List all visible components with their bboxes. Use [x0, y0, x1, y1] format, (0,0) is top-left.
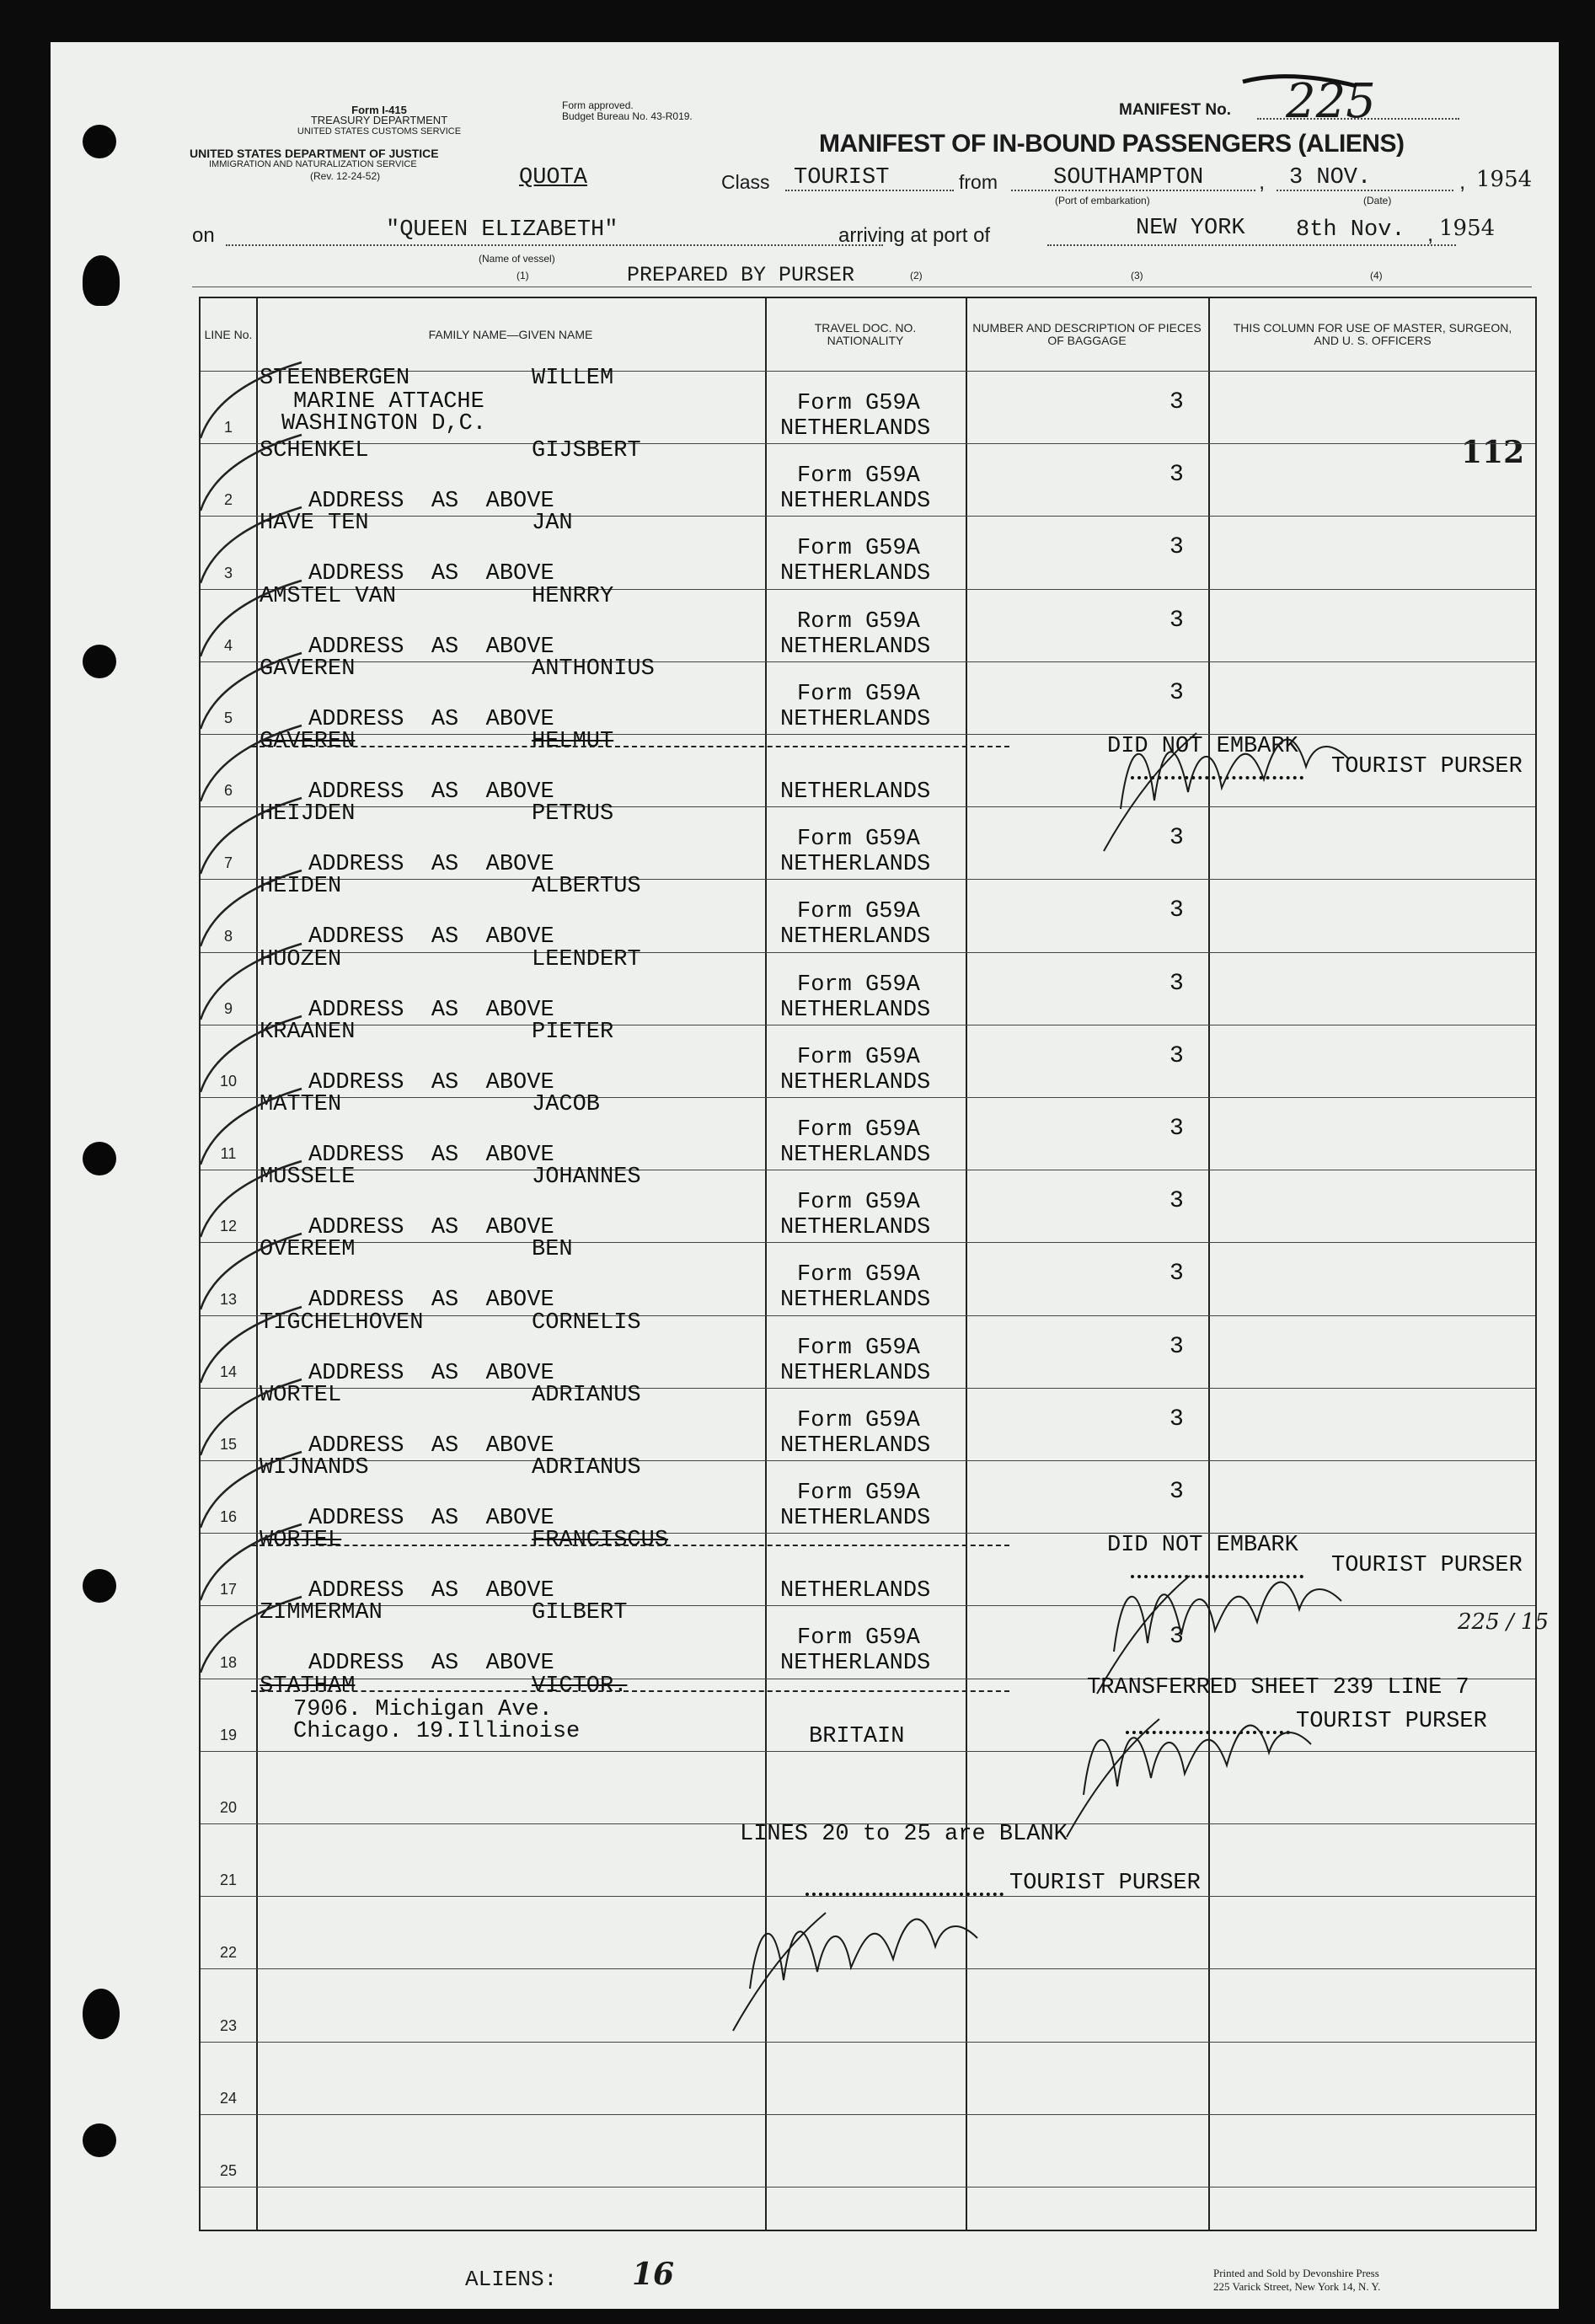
class-label: Class: [721, 171, 770, 193]
baggage-count: 3: [1169, 1333, 1184, 1360]
family-name: HUOZEN: [260, 946, 342, 972]
travel-doc: Form G59A: [797, 827, 920, 853]
line-number: 19: [219, 1726, 238, 1743]
line-number: 10: [219, 1072, 238, 1090]
address-line: ADDRESS AS ABOVE: [308, 1651, 554, 1677]
binder-hole: [83, 255, 120, 306]
line-number: 4: [223, 636, 233, 654]
nationality: NETHERLANDS: [780, 561, 931, 587]
class-line: [785, 190, 954, 191]
family-name: KRAANEN: [260, 1019, 356, 1045]
travel-doc: Form G59A: [797, 391, 920, 416]
line-number: 25: [219, 2161, 238, 2179]
address-line: ADDRESS AS ABOVE: [308, 489, 554, 515]
binder-hole: [83, 1989, 120, 2039]
family-name: HEIDEN: [260, 874, 342, 900]
purser-note: TOURIST PURSER: [1331, 754, 1523, 779]
address-line: ADDRESS AS ABOVE: [308, 634, 554, 660]
table-row: [201, 874, 1535, 952]
travel-doc: Form G59A: [797, 1262, 920, 1288]
nationality: NETHERLANDS: [780, 1069, 931, 1095]
nationality: BRITAIN: [809, 1723, 905, 1749]
baggage-count: 3: [1169, 897, 1184, 924]
line-number: 9: [223, 999, 233, 1017]
purser-signature: [1089, 1550, 1375, 1702]
address-line: ADDRESS AS ABOVE: [308, 1360, 554, 1386]
address-line: ADDRESS AS ABOVE: [308, 779, 554, 805]
ins-service: IMMIGRATION AND NATURALIZATION SERVICE: [209, 159, 417, 169]
manifest-number-slash: [1239, 61, 1365, 94]
manifest-title: MANIFEST OF IN-BOUND PASSENGERS (ALIENS): [819, 130, 1405, 158]
nationality: NETHERLANDS: [780, 1288, 931, 1314]
address-line: MARINE ATTACHE: [293, 389, 484, 415]
arrival-line: [1047, 244, 1456, 246]
date-caption: (Date): [1363, 195, 1392, 206]
line-number: 21: [219, 1872, 238, 1889]
nationality: NETHERLANDS: [780, 416, 931, 442]
customs-service: UNITED STATES CUSTOMS SERVICE: [297, 126, 462, 137]
nationality: NETHERLANDS: [780, 1143, 931, 1168]
col-num-2: (2): [910, 270, 923, 281]
address-line: ADDRESS AS ABOVE: [308, 561, 554, 587]
given-name: CORNELIS: [532, 1309, 641, 1336]
strike-line: [251, 746, 1009, 747]
table-row: [201, 583, 1535, 662]
aliens-count: 16: [632, 2257, 675, 2292]
family-name: WORTEL: [260, 1382, 342, 1408]
given-name: ANTHONIUS: [532, 656, 655, 682]
line-number: 22: [219, 1944, 238, 1962]
given-name: ADRIANUS: [532, 1382, 641, 1408]
baggage-count: 3: [1169, 1116, 1184, 1142]
side-number: 112: [1461, 435, 1525, 470]
travel-doc: Form G59A: [797, 536, 920, 562]
prepared-by: PREPARED BY PURSER: [627, 263, 855, 287]
embark-note: DID NOT EMBARK: [1107, 1533, 1298, 1559]
family-name: MATTEN: [260, 1092, 342, 1117]
embarkation-year: 1954: [1476, 167, 1533, 192]
line-number: 1: [223, 419, 233, 436]
travel-doc: Form G59A: [797, 899, 920, 925]
address-line: ADDRESS AS ABOVE: [308, 1578, 554, 1604]
address-line: ADDRESS AS ABOVE: [308, 706, 554, 732]
line-number: 6: [223, 782, 233, 800]
given-name: PIETER: [532, 1019, 614, 1045]
line-number: 24: [219, 2089, 238, 2107]
purser-signature: [1058, 1694, 1345, 1845]
comma: ,: [1459, 169, 1466, 194]
baggage-count: 3: [1169, 389, 1184, 415]
travel-doc: Form G59A: [797, 1481, 920, 1506]
nationality: NETHERLANDS: [780, 1651, 931, 1677]
travel-doc: Rorm G59A: [797, 608, 920, 635]
table-row: [201, 1382, 1535, 1461]
given-name: JAN: [532, 511, 573, 537]
given-name: GILBERT: [532, 1600, 628, 1626]
budget-bureau: Budget Bureau No. 43-R019.: [562, 110, 693, 122]
line-number: 14: [219, 1363, 238, 1380]
nationality: NETHERLANDS: [780, 1578, 931, 1604]
justice-dept: UNITED STATES DEPARTMENT OF JUSTICE: [190, 147, 439, 160]
treasury-dept: TREASURY DEPARTMENT: [310, 114, 448, 126]
strike-line: [251, 1545, 1009, 1546]
travel-doc: Form G59A: [797, 463, 920, 490]
family-name: GAVEREN: [260, 656, 356, 682]
date-line: [1277, 190, 1453, 191]
address-line: ADDRESS AS ABOVE: [308, 1288, 554, 1314]
address-line: ADDRESS AS ABOVE: [308, 1506, 554, 1531]
binder-hole: [83, 645, 116, 678]
nationality: NETHERLANDS: [780, 997, 931, 1023]
col-header-name: FAMILY NAME—GIVEN NAME: [428, 327, 593, 341]
blank-lines-note: LINES 20 to 25 are BLANK: [740, 1822, 1068, 1847]
given-name: LEENDERT: [532, 946, 641, 972]
table-row: [201, 1237, 1535, 1315]
nationality: NETHERLANDS: [780, 706, 931, 732]
family-name: AMSTEL VAN: [260, 583, 397, 609]
nationality: NETHERLANDS: [780, 1506, 931, 1531]
line-number: 16: [219, 1508, 238, 1526]
port-line: [1011, 190, 1255, 191]
address-line: ADDRESS AS ABOVE: [308, 1215, 554, 1241]
printer-line-1: Printed and Sold by Devonshire Press: [1213, 2267, 1379, 2279]
given-name: GIJSBERT: [532, 438, 641, 464]
arrival-date: 8th Nov.: [1296, 217, 1405, 243]
table-row: [201, 946, 1535, 1025]
address-line: Chicago. 19.Illinoise: [293, 1718, 581, 1744]
address-line: ADDRESS AS ABOVE: [308, 1432, 554, 1459]
family-name: STEENBERGEN: [260, 366, 410, 391]
family-name: WORTEL: [260, 1528, 342, 1554]
baggage-count: 3: [1169, 462, 1184, 489]
baggage-count: 3: [1169, 1188, 1184, 1215]
table-row: [201, 366, 1535, 444]
family-name: HAVE TEN: [260, 511, 369, 537]
col-num-4: (4): [1370, 270, 1383, 281]
line-number: 20: [219, 1798, 238, 1816]
nationality: NETHERLANDS: [780, 852, 931, 878]
class-value: TOURIST: [794, 165, 890, 190]
given-name: PETRUS: [532, 801, 614, 827]
given-name: BEN: [532, 1237, 573, 1263]
table-row: [201, 438, 1535, 517]
table-row: [201, 1092, 1535, 1170]
table-row: [201, 1455, 1535, 1534]
table-row: [201, 1309, 1535, 1389]
address-line: WASHINGTON D,C.: [281, 411, 487, 436]
from-label: from: [959, 171, 998, 193]
col-header-officers: THIS COLUMN FOR USE OF MASTER, SURGEON, AND U. S. OFFICERS: [1233, 321, 1512, 347]
baggage-count: 3: [1169, 1624, 1184, 1651]
vessel-caption: (Name of vessel): [479, 253, 555, 265]
header-row-rule: [201, 298, 1535, 372]
baggage-count: 3: [1169, 1261, 1184, 1288]
comma: ,: [1259, 169, 1266, 194]
line-number: 2: [223, 491, 233, 509]
purser-note: TOURIST PURSER: [1331, 1553, 1523, 1579]
travel-doc: Form G59A: [797, 1335, 920, 1361]
family-name: ZIMMERMAN: [260, 1600, 383, 1626]
family-name: OVEREEM: [260, 1237, 356, 1263]
form-number: Form I-415: [351, 104, 407, 116]
given-name: JOHANNES: [532, 1165, 641, 1191]
family-name: TIGCHELHOVEN: [260, 1309, 424, 1336]
address-line: ADDRESS AS ABOVE: [308, 1143, 554, 1168]
purser-note: TOURIST PURSER: [1296, 1708, 1487, 1734]
col-header-line: LINE No.: [204, 327, 253, 341]
col-num-1: (1): [517, 270, 529, 281]
line-number: 3: [223, 564, 233, 581]
port-caption: (Port of embarkation): [1055, 195, 1150, 206]
embarkation-port: SOUTHAMPTON: [1053, 165, 1204, 190]
line-number: 12: [219, 1218, 238, 1235]
binder-hole: [83, 1569, 116, 1603]
aliens-label: ALIENS:: [465, 2267, 558, 2292]
arrival-year: 1954: [1439, 216, 1496, 241]
embarkation-date: 3 NOV.: [1289, 165, 1372, 190]
binder-hole: [83, 1142, 116, 1175]
given-name: WILLEM: [532, 366, 614, 391]
arriving-label: arriving at port of: [838, 224, 991, 247]
table-row: [201, 1165, 1535, 1243]
baggage-count: 3: [1169, 970, 1184, 997]
given-name: ALBERTUS: [532, 874, 641, 900]
address-line: ADDRESS AS ABOVE: [308, 1069, 554, 1095]
travel-doc: Form G59A: [797, 972, 920, 998]
line-number: 7: [223, 854, 233, 872]
travel-doc: Form G59A: [797, 1190, 920, 1216]
table-row: [201, 1019, 1535, 1098]
nationality: NETHERLANDS: [780, 489, 931, 515]
on-label: on: [192, 224, 215, 247]
col-num-3: (3): [1131, 270, 1143, 281]
given-name: JACOB: [532, 1092, 601, 1117]
given-name: VICTOR.: [532, 1673, 628, 1699]
line-number: 5: [223, 709, 233, 726]
col-header-baggage: NUMBER AND DESCRIPTION OF PIECES OF BAGGAGE: [972, 321, 1202, 347]
quota-stamp: QUOTA: [519, 165, 588, 190]
baggage-count: 3: [1169, 1406, 1184, 1432]
embark-note: TRANSFERRED SHEET 239 LINE 7: [1087, 1674, 1469, 1700]
purser-signature: [1095, 708, 1382, 859]
family-name: HEIJDEN: [260, 801, 356, 827]
line-number: 18: [219, 1653, 238, 1671]
address-line: ADDRESS AS ABOVE: [308, 997, 554, 1023]
line-number: 23: [219, 2016, 238, 2034]
margin-annotation: 225 / 15: [1458, 1609, 1549, 1635]
nationality: NETHERLANDS: [780, 634, 931, 660]
travel-doc: Form G59A: [797, 1044, 920, 1070]
address-line: ADDRESS AS ABOVE: [308, 924, 554, 950]
address-line: 7906. Michigan Ave.: [293, 1696, 553, 1722]
line-number: 8: [223, 927, 233, 945]
embark-note: DID NOT EMBARK: [1107, 734, 1298, 759]
family-name: WIJNANDS: [260, 1455, 369, 1481]
baggage-count: 3: [1169, 1479, 1184, 1505]
vessel-name: "QUEEN ELIZABETH": [386, 217, 618, 243]
travel-doc: Form G59A: [797, 1625, 920, 1652]
baggage-count: 3: [1169, 534, 1184, 561]
family-name: SCHENKEL: [260, 438, 369, 464]
given-name: HELMUT: [532, 729, 614, 754]
address-line: ADDRESS AS ABOVE: [308, 852, 554, 878]
arrival-port: NEW YORK: [1136, 216, 1245, 241]
given-name: HENRRY: [532, 583, 614, 609]
manifest-number: 225: [1286, 74, 1376, 129]
form-approved: Form approved.: [562, 99, 634, 111]
baggage-count: 3: [1169, 607, 1184, 634]
travel-doc: Form G59A: [797, 1117, 920, 1143]
strike-line: [251, 1690, 1009, 1692]
printer-line-2: 225 Varick Street, New York 14, N. Y.: [1213, 2280, 1381, 2293]
table-row: [201, 2042, 1535, 2115]
family-name: GAVEREN: [260, 729, 356, 754]
manifest-label: MANIFEST No.: [1119, 101, 1231, 119]
line-number: 13: [219, 1290, 238, 1308]
nationality: NETHERLANDS: [780, 924, 931, 950]
baggage-count: 3: [1169, 679, 1184, 706]
table-row: [201, 511, 1535, 589]
given-name: ADRIANUS: [532, 1455, 641, 1481]
binder-hole: [83, 2123, 116, 2157]
purser-note: TOURIST PURSER: [1009, 1871, 1201, 1897]
nationality: NETHERLANDS: [780, 1360, 931, 1386]
line-number: 17: [219, 1581, 238, 1598]
col-header-travel: TRAVEL DOC. NO. NATIONALITY: [814, 321, 917, 347]
baggage-count: 3: [1169, 825, 1184, 852]
given-name: FRANCISCUS: [532, 1528, 669, 1554]
family-name: STATHAM: [260, 1673, 356, 1699]
line-number: 15: [219, 1435, 238, 1453]
line-number: 11: [220, 1145, 237, 1163]
family-name: MUSSELE: [260, 1165, 356, 1191]
comma: ,: [1427, 221, 1434, 246]
vessel-line: [226, 244, 883, 246]
travel-doc: Form G59A: [797, 1407, 920, 1433]
table-row: [201, 2114, 1535, 2187]
travel-doc: Form G59A: [797, 681, 920, 707]
purser-signature: [725, 1888, 1011, 2039]
nationality: NETHERLANDS: [780, 1215, 931, 1241]
revision: (Rev. 12-24-52): [310, 170, 381, 182]
binder-hole: [83, 125, 116, 158]
nationality: NETHERLANDS: [780, 779, 931, 805]
nationality: NETHERLANDS: [780, 1432, 931, 1459]
baggage-count: 3: [1169, 1042, 1184, 1069]
manifest-page: [51, 42, 1559, 2309]
header-rule: [192, 286, 1532, 287]
